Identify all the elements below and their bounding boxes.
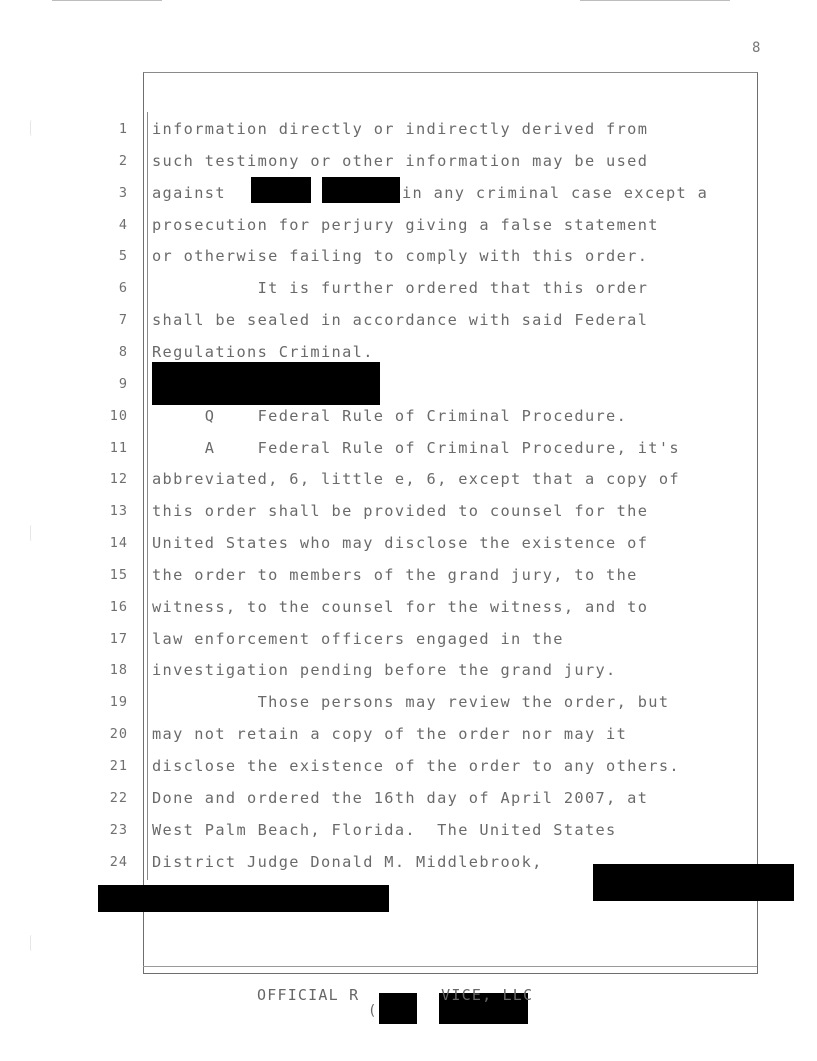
transcript-line	[0, 432, 817, 464]
redaction-bar	[152, 362, 380, 405]
line-text: information directly or indirectly derived from	[152, 120, 649, 138]
transcript-line	[0, 623, 817, 655]
transcript-line	[0, 400, 817, 432]
transcript-line	[0, 559, 817, 591]
transcript-line	[0, 591, 817, 623]
line-number: 18	[109, 662, 128, 679]
scan-mark	[30, 525, 34, 541]
line-text: or otherwise failing to comply with this order.	[152, 247, 649, 266]
line-text: such testimony or other information may be used	[152, 151, 649, 170]
line-text: A Federal Rule of Criminal Procedure, it's	[152, 438, 680, 457]
line-number: 3	[118, 184, 128, 201]
line-text: law enforcement officers engaged in the	[152, 629, 564, 648]
line-text: United States who may disclose the existence of	[152, 534, 649, 553]
line-text: this order shall be provided to counsel for the	[152, 502, 649, 521]
line-number: 22	[109, 789, 128, 806]
line-number: 2	[118, 152, 128, 169]
line-text: abbreviated, 6, little e, 6, except that a copy of	[152, 470, 680, 489]
page-number: 8	[752, 40, 761, 56]
line-number: 8	[118, 343, 128, 360]
line-number: 17	[109, 630, 128, 647]
transcript-line	[0, 527, 817, 559]
transcript-line	[0, 654, 817, 686]
scan-mark	[30, 120, 34, 136]
line-number: 16	[109, 598, 128, 615]
transcript-line	[0, 368, 817, 400]
scan-mark	[30, 935, 34, 951]
footer-phone: (	[368, 1003, 377, 1019]
line-number: 21	[109, 758, 128, 774]
redaction-bar	[322, 177, 400, 203]
transcript-line	[0, 145, 817, 177]
line-text: prosecution for perjury giving a false statement	[152, 215, 659, 234]
line-text: Done and ordered the 16th day of April 2007, at	[152, 788, 649, 807]
transcript-line	[0, 686, 817, 718]
line-number: 6	[118, 280, 128, 297]
line-number: 9	[118, 375, 128, 392]
line-number: 11	[109, 439, 128, 456]
transcript-line	[0, 113, 817, 145]
line-number: 14	[109, 535, 128, 552]
redaction-bar	[98, 885, 389, 912]
line-text: Those persons may review the order, but	[152, 693, 670, 712]
transcript-line	[0, 718, 817, 750]
line-number: 19	[109, 694, 128, 711]
line-number: 1	[118, 121, 128, 137]
transcript-line	[0, 240, 817, 272]
line-text: District Judge Donald M. Middlebrook,	[152, 852, 543, 871]
transcript-line	[0, 814, 817, 846]
line-number: 10	[109, 407, 128, 424]
line-text: West Palm Beach, Florida. The United States	[152, 820, 617, 839]
line-text: witness, to the counsel for the witness, and to	[152, 597, 649, 616]
line-number: 4	[118, 216, 128, 233]
line-number: 24	[109, 853, 128, 870]
transcript-line	[0, 782, 817, 814]
line-text: against	[152, 183, 226, 202]
line-number: 12	[109, 471, 128, 488]
line-text: disclose the existence of the order to any others.	[152, 757, 680, 775]
footer-rule	[143, 966, 757, 967]
transcript-line	[0, 177, 817, 209]
line-text: Regulations Criminal.	[152, 342, 374, 361]
transcript-line	[0, 336, 817, 368]
redaction-bar	[251, 177, 311, 203]
redaction-bar	[593, 864, 794, 901]
line-number: 15	[109, 566, 128, 583]
line-number: 20	[109, 726, 128, 743]
line-number: 5	[118, 248, 128, 265]
transcript-line	[0, 750, 817, 782]
line-number: 7	[118, 312, 128, 329]
line-number: 23	[109, 821, 128, 838]
transcript-line	[0, 272, 817, 304]
line-text: shall be sealed in accordance with said Federal	[152, 311, 649, 330]
scan-edge-line	[580, 0, 730, 1]
transcript-line	[0, 209, 817, 241]
scan-edge-line	[52, 0, 162, 1]
line-text-continued: in any criminal case except a	[402, 183, 709, 202]
transcript-line	[0, 495, 817, 527]
transcript-line	[0, 304, 817, 336]
line-text: the order to members of the grand jury, to the	[152, 565, 638, 584]
line-text: It is further ordered that this order	[152, 279, 649, 298]
line-text: Q Federal Rule of Criminal Procedure.	[152, 406, 628, 425]
transcript-line	[0, 463, 817, 495]
footer-company-name: OFFICIAL R VICE, LLC	[257, 986, 534, 1004]
line-text: investigation pending before the grand jury.	[152, 661, 617, 680]
line-text: may not retain a copy of the order nor may it	[152, 725, 628, 744]
line-number: 13	[109, 503, 128, 520]
